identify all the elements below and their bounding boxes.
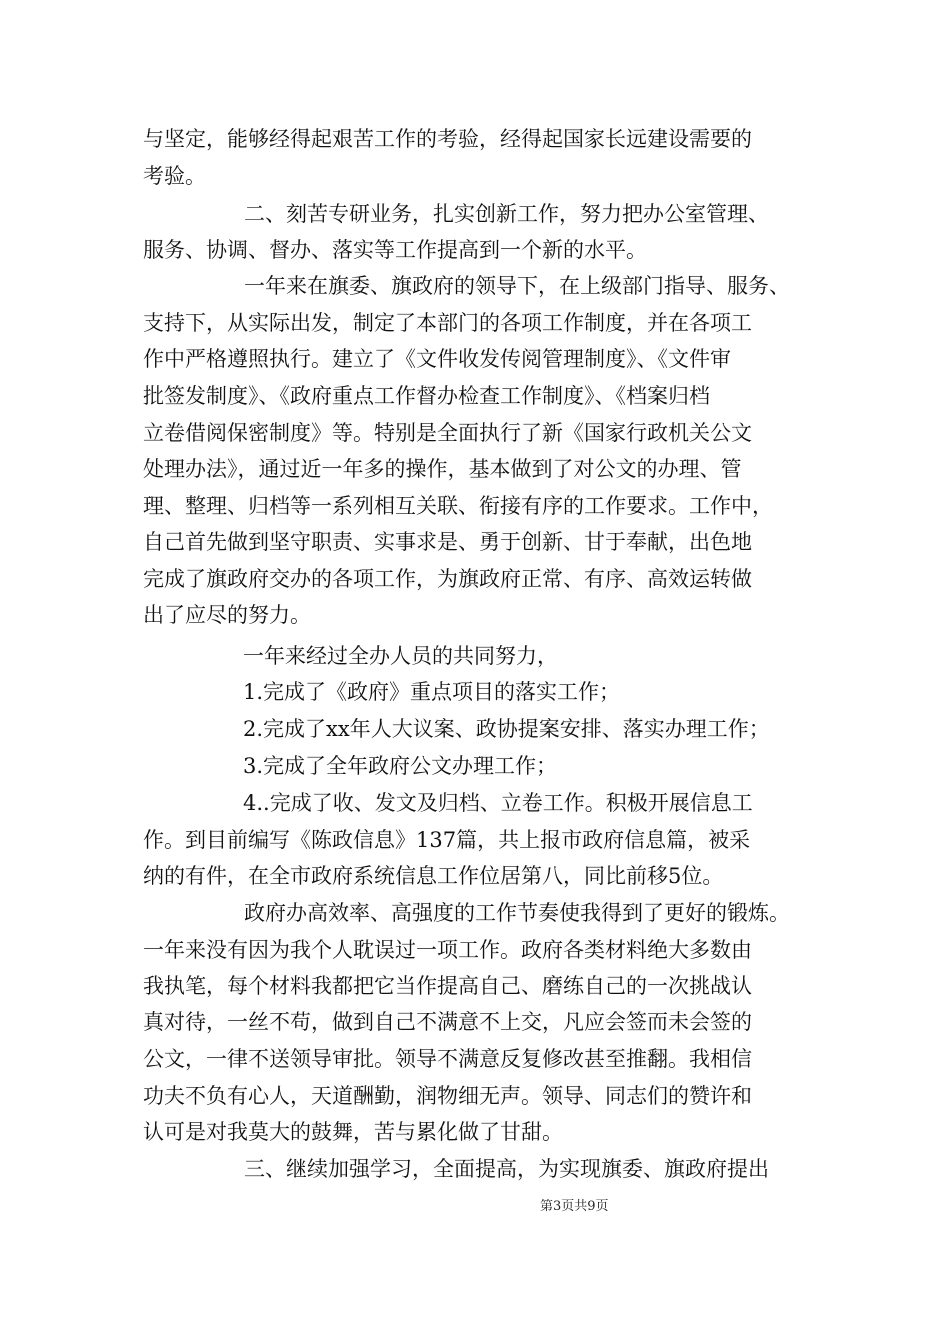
text-line: 出了应尽的努力。 (143, 603, 311, 627)
list-item-2: 2.完成了xx年人大议案、政协提案安排、落实办理工作； (243, 717, 770, 741)
text-line: 作中严格遵照执行。建立了《文件收发传阅管理制度》、《文件审 (143, 347, 731, 371)
text-line: 真对待，一丝不苟，做到自己不满意不上交，凡应会签而未会签的 (143, 1010, 752, 1034)
text-line: 立卷借阅保密制度》等。特别是全面执行了新《国家行政机关公文 (143, 421, 752, 445)
text-line: 作。到目前编写《陈政信息》137篇，共上报市政府信息篇，被采 (143, 828, 751, 852)
page-number: 第3页共9页 (540, 1199, 609, 1214)
text-line: 一年来在旗委、旗政府的领导下，在上级部门指导、服务、 (244, 274, 790, 298)
text-line: 我执笔，每个材料我都把它当作提高自己、磨练自己的一次挑战认 (143, 974, 752, 998)
text-line: 处理办法》，通过近一年多的操作，基本做到了对公文的办理、管 (143, 457, 742, 481)
text-line: 纳的有件，在全市政府系统信息工作位居第八，同比前移5位。 (143, 864, 724, 888)
text-line: 支持下，从实际出发，制定了本部门的各项工作制度，并在各项工 (143, 311, 752, 335)
list-item-1: 1.完成了《政府》重点项目的落实工作； (243, 680, 621, 704)
text-line: 政府办高效率、高强度的工作节奏使我得到了更好的锻炼。 (244, 901, 790, 925)
text-line: 一年来没有因为我个人耽误过一项工作。政府各类材料绝大多数由 (143, 938, 752, 962)
list-item-4: 4..完成了收、发文及归档、立卷工作。积极开展信息工 (243, 791, 753, 815)
text-line: 一年来经过全办人员的共同努力， (243, 644, 558, 668)
text-line: 认可是对我莫大的鼓舞，苦与累化做了甘甜。 (143, 1120, 563, 1144)
list-item-3: 3.完成了全年政府公文办理工作； (243, 754, 558, 778)
text-line: 服务、协调、督办、落实等工作提高到一个新的水平。 (143, 238, 647, 262)
text-line: 完成了旗政府交办的各项工作，为旗政府正常、有序、高效运转做 (143, 567, 752, 591)
section-heading-3: 三、继续加强学习，全面提高，为实现旗委、旗政府提出 (244, 1157, 769, 1181)
text-line: 与坚定，能够经得起艰苦工作的考验，经得起国家长远建设需要的 (143, 127, 752, 151)
text-line: 考验。 (143, 164, 206, 188)
text-line: 自己首先做到坚守职责、实事求是、勇于创新、甘于奉献，出色地 (143, 530, 752, 554)
text-line: 功夫不负有心人，天道酬勤，润物细无声。领导、同志们的赞许和 (143, 1084, 752, 1108)
text-line: 理、整理、归档等一系列相互关联、衔接有序的工作要求。工作中， (143, 494, 773, 518)
text-line: 公文，一律不送领导审批。领导不满意反复修改甚至推翻。我相信 (143, 1047, 752, 1071)
text-line: 批签发制度》、《政府重点工作督办检查工作制度》、《档案归档 (143, 384, 710, 408)
section-heading-2: 二、刻苦专研业务，扎实创新工作，努力把办公室管理、 (244, 202, 769, 226)
